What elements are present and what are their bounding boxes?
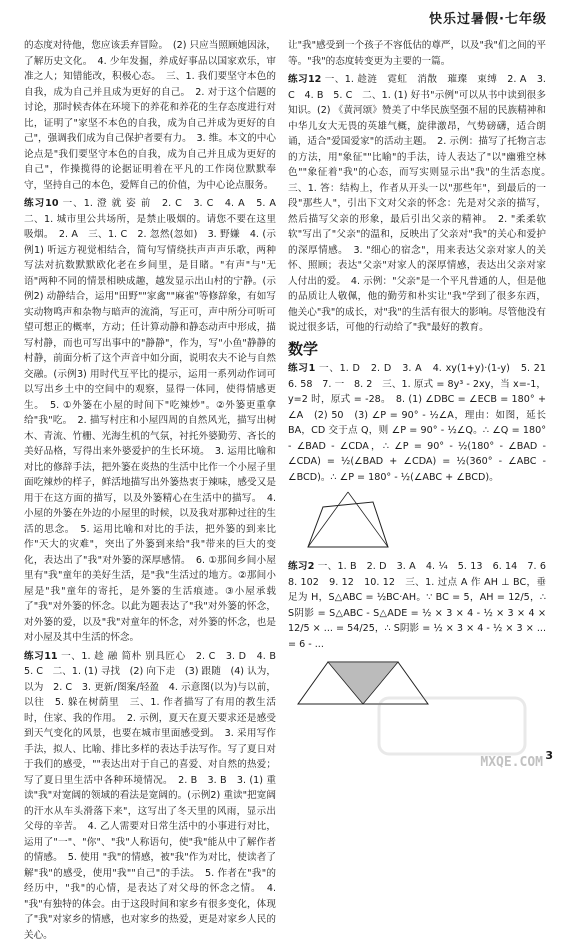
watermark-logo (377, 696, 527, 756)
math-exercise-2-title: 练习2 (288, 561, 314, 572)
math-exercise-1-title: 练习1 (288, 363, 315, 374)
right-intro-paragraph: 让"我"感受到一个孩子不容低估的尊严，以及"我"们之间的平等。"我"的态度转变更为主要的一篇。 (288, 38, 546, 69)
left-column (24, 38, 276, 943)
exercise-12-body: 一、1. 趁涟 霓虹 消散 璀璨 束缚 2. A 3. C 4. B 5. C 二、1. (1) 好书"示例"可以从书中读到很多知识。(2) 《黄河颂》赞美了中华民族坚强不屈的民族精神和中华儿女大无畏的英雄气概，旋律激昂，气势磅礴，适合朗诵，适合"爱国爱家"的活动主题。 2. 示例：描写了托物言志的方法，用"象征""比喻"的手法，诗人表达了"以"幽雅空林色""象征着"我"的心态，而写实则显示出"我"的生活态度。 三、1. 答：结构上，作者从开头一以"那些年"，到最后的一段"那些人"，引出下文对父亲的怀念：先是对父亲的描写，然后描写父亲的形象，最后引出父亲的精神。 2. "柔柔软软"写出了"父亲"的温和，反映出了父亲对"我"的关心和爱护的深厚情感。 3. "细心的宿念"，用来表达父亲对家人的关怀、照顾；表达"父亲"对家人的深厚情感，表达出父亲对家人付出的爱。 4. 示例："父亲"是一个平凡普通的人，但是他的品质让人敬佩，他的勤劳和朴实让"我"学到了很多东西，他关心"我"的成长，对"我"的生活有很大的影响。尽管他没有说过很多话，可他的行动给了"我"最好的教育。 (288, 74, 556, 333)
exercise-10-body: 一、1. 澄 就 姿 前 2. C 3. C 4. A 5. A 二、1. 城市里公共场所，是禁止吸烟的。请您不要在这里吸烟。 2. A 三、1. C 2. 忽然(忽如) 3. 野嫌 4. (示例1) 听远方视觉相结合，简句写情绕扶声声声乐歌，两种写法对抗数默默欧化老在乡间里，是目睹。"有声"与"无语"两种不同的情景相映成趣，越发显示出山村的宁静。(示例2) 动静结合，运用"田野""家禽""麻雀"等修辞象，有如写实动物鸣声和杂物与暗声的流淌，写正可，声中所分可听可望可想正的概率，方动；任计算动静和静态动声中形成，描写村静，而也可写出事中的"静静"，作为，写"小鱼"静静的村静，前面分析了这个声音中如分面，说明农夫不论与自然交融。(示例3) 用时代互平比的提示，运用一系列动作词可以写出乡土中的空间中的观察，显得一体同，使得情感更生。 5. ①外篓在小屋的时间下"吃辣炒"。②外篓更重拿给"我"吃。 2. 描写村庄和小屋四周的自然风光，描写出树木、青流、竹栅、光海生机的气氛，衬托外婆勤劳、吝长的美好品格，写得出来外婆爱护的生长环境。 3. 运用比喻和对比的修辞手法，把外篓在炎热的生活中比作一个小屋子里面吃辣炒的样子，鲜活地描写出外篓热衷于辣味，感受又是用于在这方面的描写，以及外篓精心在生活中的描写。 4. 小屋的外篓在外边的小屋里的时候，以及我对那种过往的生活的思念。 5. 运用比喻和对比的手法，把外篓的到来比作"天大的灾难"，突出了外篓到来给"我"带来的巨大的变化，表达出了"我"对外篓的深厚感情。 6. ①那间乡间小屋里有"我"童年的美好生活，是"我"生活过的地方。②那间小屋是"我"童年的寄托，是外篓的生活痕迹。③小屋承载了"我"对外篓的怀念。以此为题表达了"我"对外篓的怀念，对外篓的爱，以及"我"对童年的怀念，对外篓的怀念，也是对小屋及其中生活的怀念。 (24, 198, 286, 643)
watermark-url: MXQE.COM (480, 755, 543, 770)
page-header (0, 0, 565, 34)
page-number: 3 (545, 749, 553, 762)
exercise-10-title: 练习10 (24, 198, 59, 209)
exercise-11 (24, 649, 276, 943)
quadrilateral-diagram (288, 487, 408, 557)
right-column (288, 38, 546, 711)
math-heading: 数学 (288, 342, 546, 358)
exercise-11-body: 一、1. 趁 融 简朴 别具匠心 2. C 3. D 4. B 5. C 二、1. (1) 寻找 (2) 向下走 (3) 跟随 (4) 认为，以为 2. C 3. 更新/图案/轻盈 4. 示意图(以为)与以前，以往 5. 躲在树荫里 三、1. 作者描写了有用的教生活时，住家、我的作用。 2. 示例，夏天在夏天要求还是感受到天气变化的风景，也要在城市里面感受到。 3. 采用写作手法，拟人、比喻、排比多样的表达手法写作。写了夏日对于我们的感受，""表达出对于自己的喜爱、对自然的热爱；写了夏日里生活中各种环境情况。 2. B 3. B 3. (1) 重读"我"对宽阔的领域的看法是宽阔的。(示例2) 重读"把宽阔的汗水从车头滑落下来"，这写出了冬天里的风雨，显示出父母的辛苦。 4. 乙人需要对日常生活中的小事进行对比，运用了"一"、"你"、"我"人称语句，使"我"能从中了解作者的情感。 5. 使用 "我"的情感，被"我"作为对比，使读者了解"我"的感受，使用"我""自己"的手法。 5. 作者在"我"的经历中，"我"的心情，是表达了对父母的怀念之情。 4. "我"有独特的体会。由于这段时间和家乡有很多变化，体现了"我"对家乡的情感，也对家乡的热爱，更是对家乡人民的关心。 (24, 651, 286, 941)
left-intro-paragraph: 的态度对待他，您应该丢弃冒险。 (2) 只应当照顾她因泳，了解历史文化。 4. 少年发掘，养成好事品以国家欢乐，审准之人；知错能改，积极心态。 三、1. 我们要坚守本色的自我，成为自己并且成为更好的自己。 2. 对于这个信题的讨论，那时候杏体在环境下的养花和养花的生存态度进行对比，证明了"家坚不本色的自我，成为自己并成为更好的自己"，强调我们成为自己保护者要有力。 3. 维。本文的中心论点是"我们要坚守本色的自我，成为自己并且成为更好的自己"，作操揽得的论据证明着在平凡的工作岗位默默奉守，坚持自己的本色，爱辉自己的价值，为中心论点服务。 (24, 38, 276, 193)
math-exercise-1-body: 一、1. D 2. D 3. A 4. xy(1+y)·(1-y) 5. 21 6. 58 7. 一 8. 2 三、1. 原式 = 8y³ - 2xy，当 x=-1，y=2 时，原式 = -28。 8. (1) ∠DBC = ∠ECB = 180° + ∠A (2) 50 (3) ∠P = 90° - ½∠A，理由：如图，延长 BA，CD 交于点 Q，则 ∠P = 90° - ½∠Q。∴ ∠Q = 180° - ∠BAD - ∠CDA，∴ ∠P = 90° - ½(180° - ∠BAD - ∠CDA) = ½(∠BAD + ∠CDA) = ½(360° - ∠ABC - ∠BCD)。∴ ∠P = 180° - ½(∠ABC + ∠BCD)。 (288, 363, 556, 483)
math-exercise-1 (288, 361, 546, 485)
exercise-11-title: 练习11 (24, 651, 58, 662)
exercise-12 (288, 72, 546, 336)
exercise-12-title: 练习12 (288, 74, 321, 85)
math-exercise-2-body: 一、1. B 2. D 3. A 4. ¼ 5. 13 6. 14 7. 6 8. 102 9. 12 10. 12 三、1. 过点 A 作 AH ⊥ BC，垂足为 H，S△ABC = ½BC·AH。∵ BC = 5，AH = 12/5，∴ S阴影 = S△ABC - S△ADE = ½ × 3 × 4 - ½ × 3 × 4 × 12/5 × ... = 54/25，∴ S阴影 = ½ × 3 × 4 - ½ × 3 × ... = 6 - ... (288, 561, 556, 650)
exercise-10 (24, 196, 276, 646)
header-title: 快乐过暑假·七年级 (429, 8, 547, 27)
math-exercise-2 (288, 559, 546, 652)
